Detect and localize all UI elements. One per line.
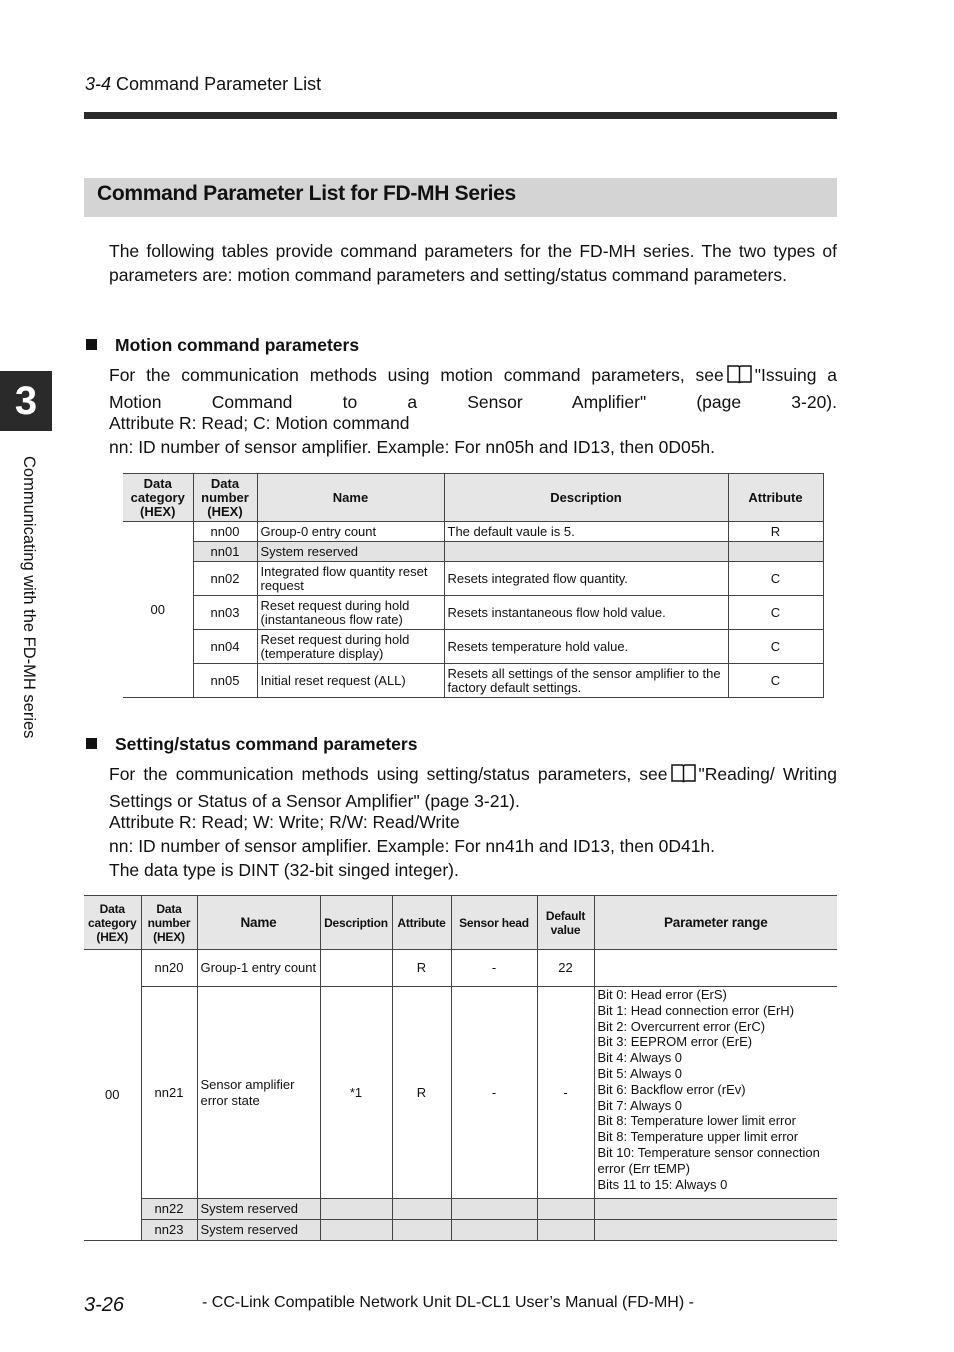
setting-heading [86,734,417,755]
range-line: Bit 6: Backflow error (rEv) [597,1081,746,1097]
name-cell: Reset request during hold (temperature display) [257,630,444,664]
range-line: Bit 4: Always 0 [597,1050,683,1066]
sensor-head-cell: - [451,950,537,987]
description-cell [320,950,392,987]
range-line: Bit 10: Temperature sensor connection error (Err tEMP) [597,1144,820,1176]
motion-table [123,473,824,698]
page-title: Command Parameter List for FD-MH Series [97,182,516,205]
table-row [123,562,823,596]
table-row [84,950,837,987]
intro-paragraph: The following tables provide command parameters for the FD-MH series. The two types of parameters are: motion command parameters and setting/status command parameters. [109,241,837,285]
chapter-tab: 3 [0,371,52,431]
col-parameter-range: Parameter range [594,896,837,950]
range-line: Bit 3: EEPROM error (ErE) [597,1034,753,1050]
chapter-side-label: Communicating with the FD-MH series [20,456,38,739]
range-line: Bit 8: Temperature upper limit error [597,1129,799,1145]
table-row [123,542,823,562]
default-value-cell [537,1220,594,1241]
setting-table [84,895,837,1241]
data-number-cell: nn23 [141,1220,197,1241]
section-number: 3-4 [85,74,112,94]
col-data-category: Data category (HEX) [123,474,193,522]
attribute-cell: C [728,664,823,698]
setting-heading-text: Setting/status command parameters [115,734,418,754]
data-number-cell: nn02 [193,562,257,596]
motion-ref-line [109,363,837,414]
manual-title: - CC-Link Compatible Network Unit DL-CL1 User’s Manual (FD-MH) - [202,1294,694,1311]
sensor-head-cell: - [451,987,537,1199]
range-line: Bit 5: Always 0 [597,1065,683,1081]
data-number-cell: nn22 [141,1199,197,1220]
name-cell: System reserved [257,542,444,562]
parameter-range-cell [594,987,837,1199]
bullet-square-icon [86,738,97,749]
range-line: Bit 1: Head connection error (ErH) [597,1002,795,1018]
range-line: Bit 8: Temperature lower limit error [597,1113,796,1129]
description-cell [320,1220,392,1241]
data-category-cell: 00 [84,950,141,1241]
table-row [84,1199,837,1220]
book-reference-icon [671,763,696,789]
range-line: Bit 2: Overcurrent error (ErC) [597,1018,766,1034]
setting-ref-line [109,762,837,813]
setting-attribute-note: Attribute R: Read; W: Write; R/W: Read/Write [109,812,460,832]
attribute-cell: C [728,562,823,596]
data-number-cell: nn20 [141,950,197,987]
attribute-cell: C [728,596,823,630]
default-value-cell: - [537,987,594,1199]
col-name: Name [197,896,320,950]
name-cell: Sensor amplifier error state [197,987,320,1199]
default-value-cell [537,1199,594,1220]
range-line: Bit 0: Head error (ErS) [597,987,727,1002]
name-cell: System reserved [197,1199,320,1220]
description-cell: Resets instantaneous flow hold value. [444,596,728,630]
description-cell: *1 [320,987,392,1199]
data-number-cell: nn00 [193,522,257,542]
parameter-range-cell [594,1199,837,1220]
setting-ref-text: For the communication methods using setting/status parameters, see [109,764,668,784]
description-cell: Resets temperature hold value. [444,630,728,664]
motion-ref-text: For the communication methods using motion command parameters, see [109,365,724,385]
parameter-range-cell [594,1220,837,1241]
table-row [123,630,823,664]
sensor-head-cell [451,1220,537,1241]
description-cell [444,542,728,562]
setting-ref-link[interactable]: "Reading/ Writing Settings or Status of a Sensor Amplifier" (page 3-21). [109,764,837,811]
attribute-cell: R [392,987,451,1199]
name-cell: Group-0 entry count [257,522,444,542]
data-number-cell: nn01 [193,542,257,562]
attribute-cell: C [728,630,823,664]
col-name: Name [257,474,444,522]
table-row [123,522,823,542]
name-cell: Reset request during hold (instantaneous flow rate) [257,596,444,630]
col-sensor-head: Sensor head [451,896,537,950]
attribute-cell: R [392,950,451,987]
col-default-value: Default value [537,896,594,950]
table-row [123,596,823,630]
attribute-cell: R [728,522,823,542]
parameter-range-cell [594,950,837,987]
col-data-number: Data number (HEX) [141,896,197,950]
book-reference-icon [727,364,752,390]
bullet-square-icon [86,339,97,350]
setting-id-note: nn: ID number of sensor amplifier. Example: For nn41h and ID13, then 0D41h. [109,836,716,856]
data-number-cell: nn04 [193,630,257,664]
description-cell: Resets integrated flow quantity. [444,562,728,596]
running-header [85,74,321,95]
col-attribute: Attribute [728,474,823,522]
range-line: Bits 11 to 15: Always 0 [597,1176,728,1192]
col-data-number: Data number (HEX) [193,474,257,522]
table-row [84,1220,837,1241]
header-rule [84,112,837,119]
data-number-cell: nn03 [193,596,257,630]
sensor-head-cell [451,1199,537,1220]
col-description: Description [320,896,392,950]
name-cell: Integrated flow quantity reset request [257,562,444,596]
table-row [84,987,837,1199]
motion-heading-text: Motion command parameters [115,335,360,355]
motion-attribute-note: Attribute R: Read; C: Motion command [109,413,410,433]
motion-id-note: nn: ID number of sensor amplifier. Example: For nn05h and ID13, then 0D05h. [109,437,716,457]
section-title: Command Parameter List [116,74,322,94]
default-value-cell: 22 [537,950,594,987]
name-cell: Initial reset request (ALL) [257,664,444,698]
page-number: 3-26 [84,1294,125,1316]
table-row [123,664,823,698]
name-cell: Group-1 entry count [197,950,320,987]
attribute-cell [392,1199,451,1220]
name-cell: System reserved [197,1220,320,1241]
data-category-cell: 00 [123,522,193,698]
range-line: Bit 7: Always 0 [597,1097,683,1113]
description-cell: The default vaule is 5. [444,522,728,542]
description-cell: Resets all settings of the sensor amplifier to the factory default settings. [444,664,728,698]
attribute-cell [728,542,823,562]
attribute-cell [392,1220,451,1241]
col-attribute: Attribute [392,896,451,950]
description-cell [320,1199,392,1220]
motion-heading [86,335,359,356]
col-data-category: Data category (HEX) [84,896,141,950]
data-number-cell: nn05 [193,664,257,698]
data-number-cell: nn21 [141,987,197,1199]
col-description: Description [444,474,728,522]
motion-ref-link[interactable]: "Issuing a Motion Command to a Sensor Amplifier" (page 3-20). [109,365,837,412]
setting-type-note: The data type is DINT (32-bit singed integer). [109,860,459,880]
